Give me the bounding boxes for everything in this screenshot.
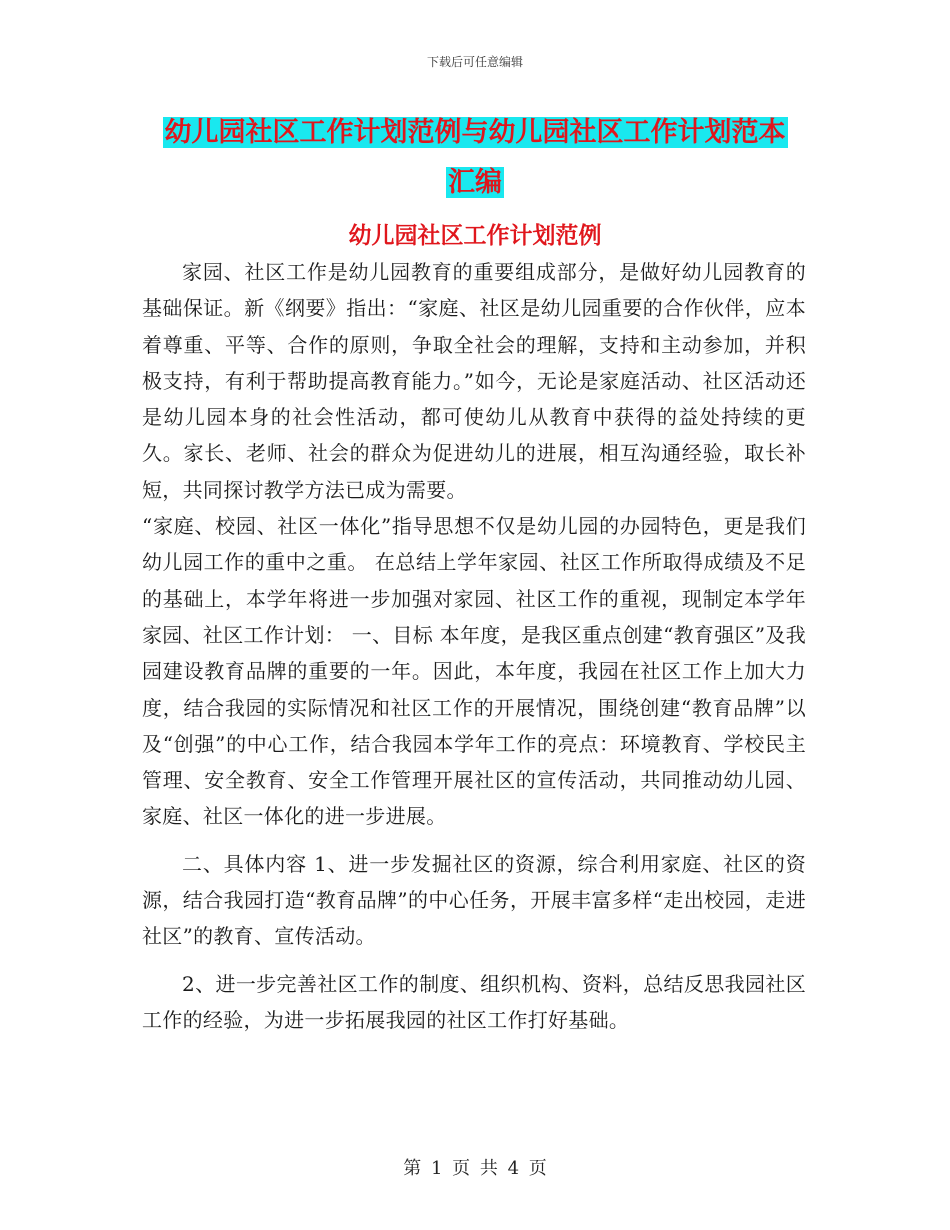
page-header: 下载后可任意编辑 [426,55,523,69]
paragraph-3: 二、具体内容 1、进一步发掘社区的资源，综合利用家庭、社区的资源，结合我园打造“教育品牌”的中心任务，开展丰富多样“走出校园，走进社区”的教育、宣传活动。 [142,851,806,949]
section-title: 幼儿园社区工作计划范例 [348,222,602,249]
page-number: 第 1 页 共 4 页 [403,1158,547,1179]
paragraph-2: “家庭、校园、社区一体化”指导思想不仅是幼儿园的办园特色，更是我们幼儿园工作的重中之重。 在总结上学年家园、社区工作所取得成绩及不足的基础上，本学年将进一步加强对家园、社区工作的重视，现制定本学年家园、社区工作计划： 一、目标 本年度，是我区重点创建“教育强区”及我园建设教育品牌的重要的一年。因此，本年度，我园在社区工作上加大力度，结合我园的实际情况和社区工作的开展情况，围绕创建“教育品牌”以及“创强”的中心工作，结合我园本学年工作的亮点：环境教育、学校民主管理、安全教育、安全工作管理开展社区的宣传活动，共同推动幼儿园、家庭、社区一体化的进一步进展。 [142,514,806,829]
body-text [142,254,806,1038]
title-line-1: 幼儿园社区工作计划范例与幼儿园社区工作计划范本 [164,117,786,148]
paragraph-4: 2、进一步完善社区工作的制度、组织机构、资料，总结反思我园社区工作的经验，为进一步拓展我园的社区工作打好基础。 [142,971,806,1032]
paragraph-1: 家园、社区工作是幼儿园教育的重要组成部分，是做好幼儿园教育的基础保证。新《纲要》指出：“家庭、社区是幼儿园重要的合作伙伴，应本着尊重、平等、合作的原则，争取全社会的理解，支持和主动参加，并积极支持，有利于帮助提高教育能力。”如今，无论是家庭活动、社区活动还是幼儿园本身的社会性活动，都可使幼儿从教育中获得的益处持续的更久。家长、老师、社会的群众为促进幼儿的进展，相互沟通经验，取长补短，共同探讨教学方法已成为需要。 [142,260,806,502]
title-line-2: 汇编 [448,167,502,198]
document-title [140,108,810,208]
